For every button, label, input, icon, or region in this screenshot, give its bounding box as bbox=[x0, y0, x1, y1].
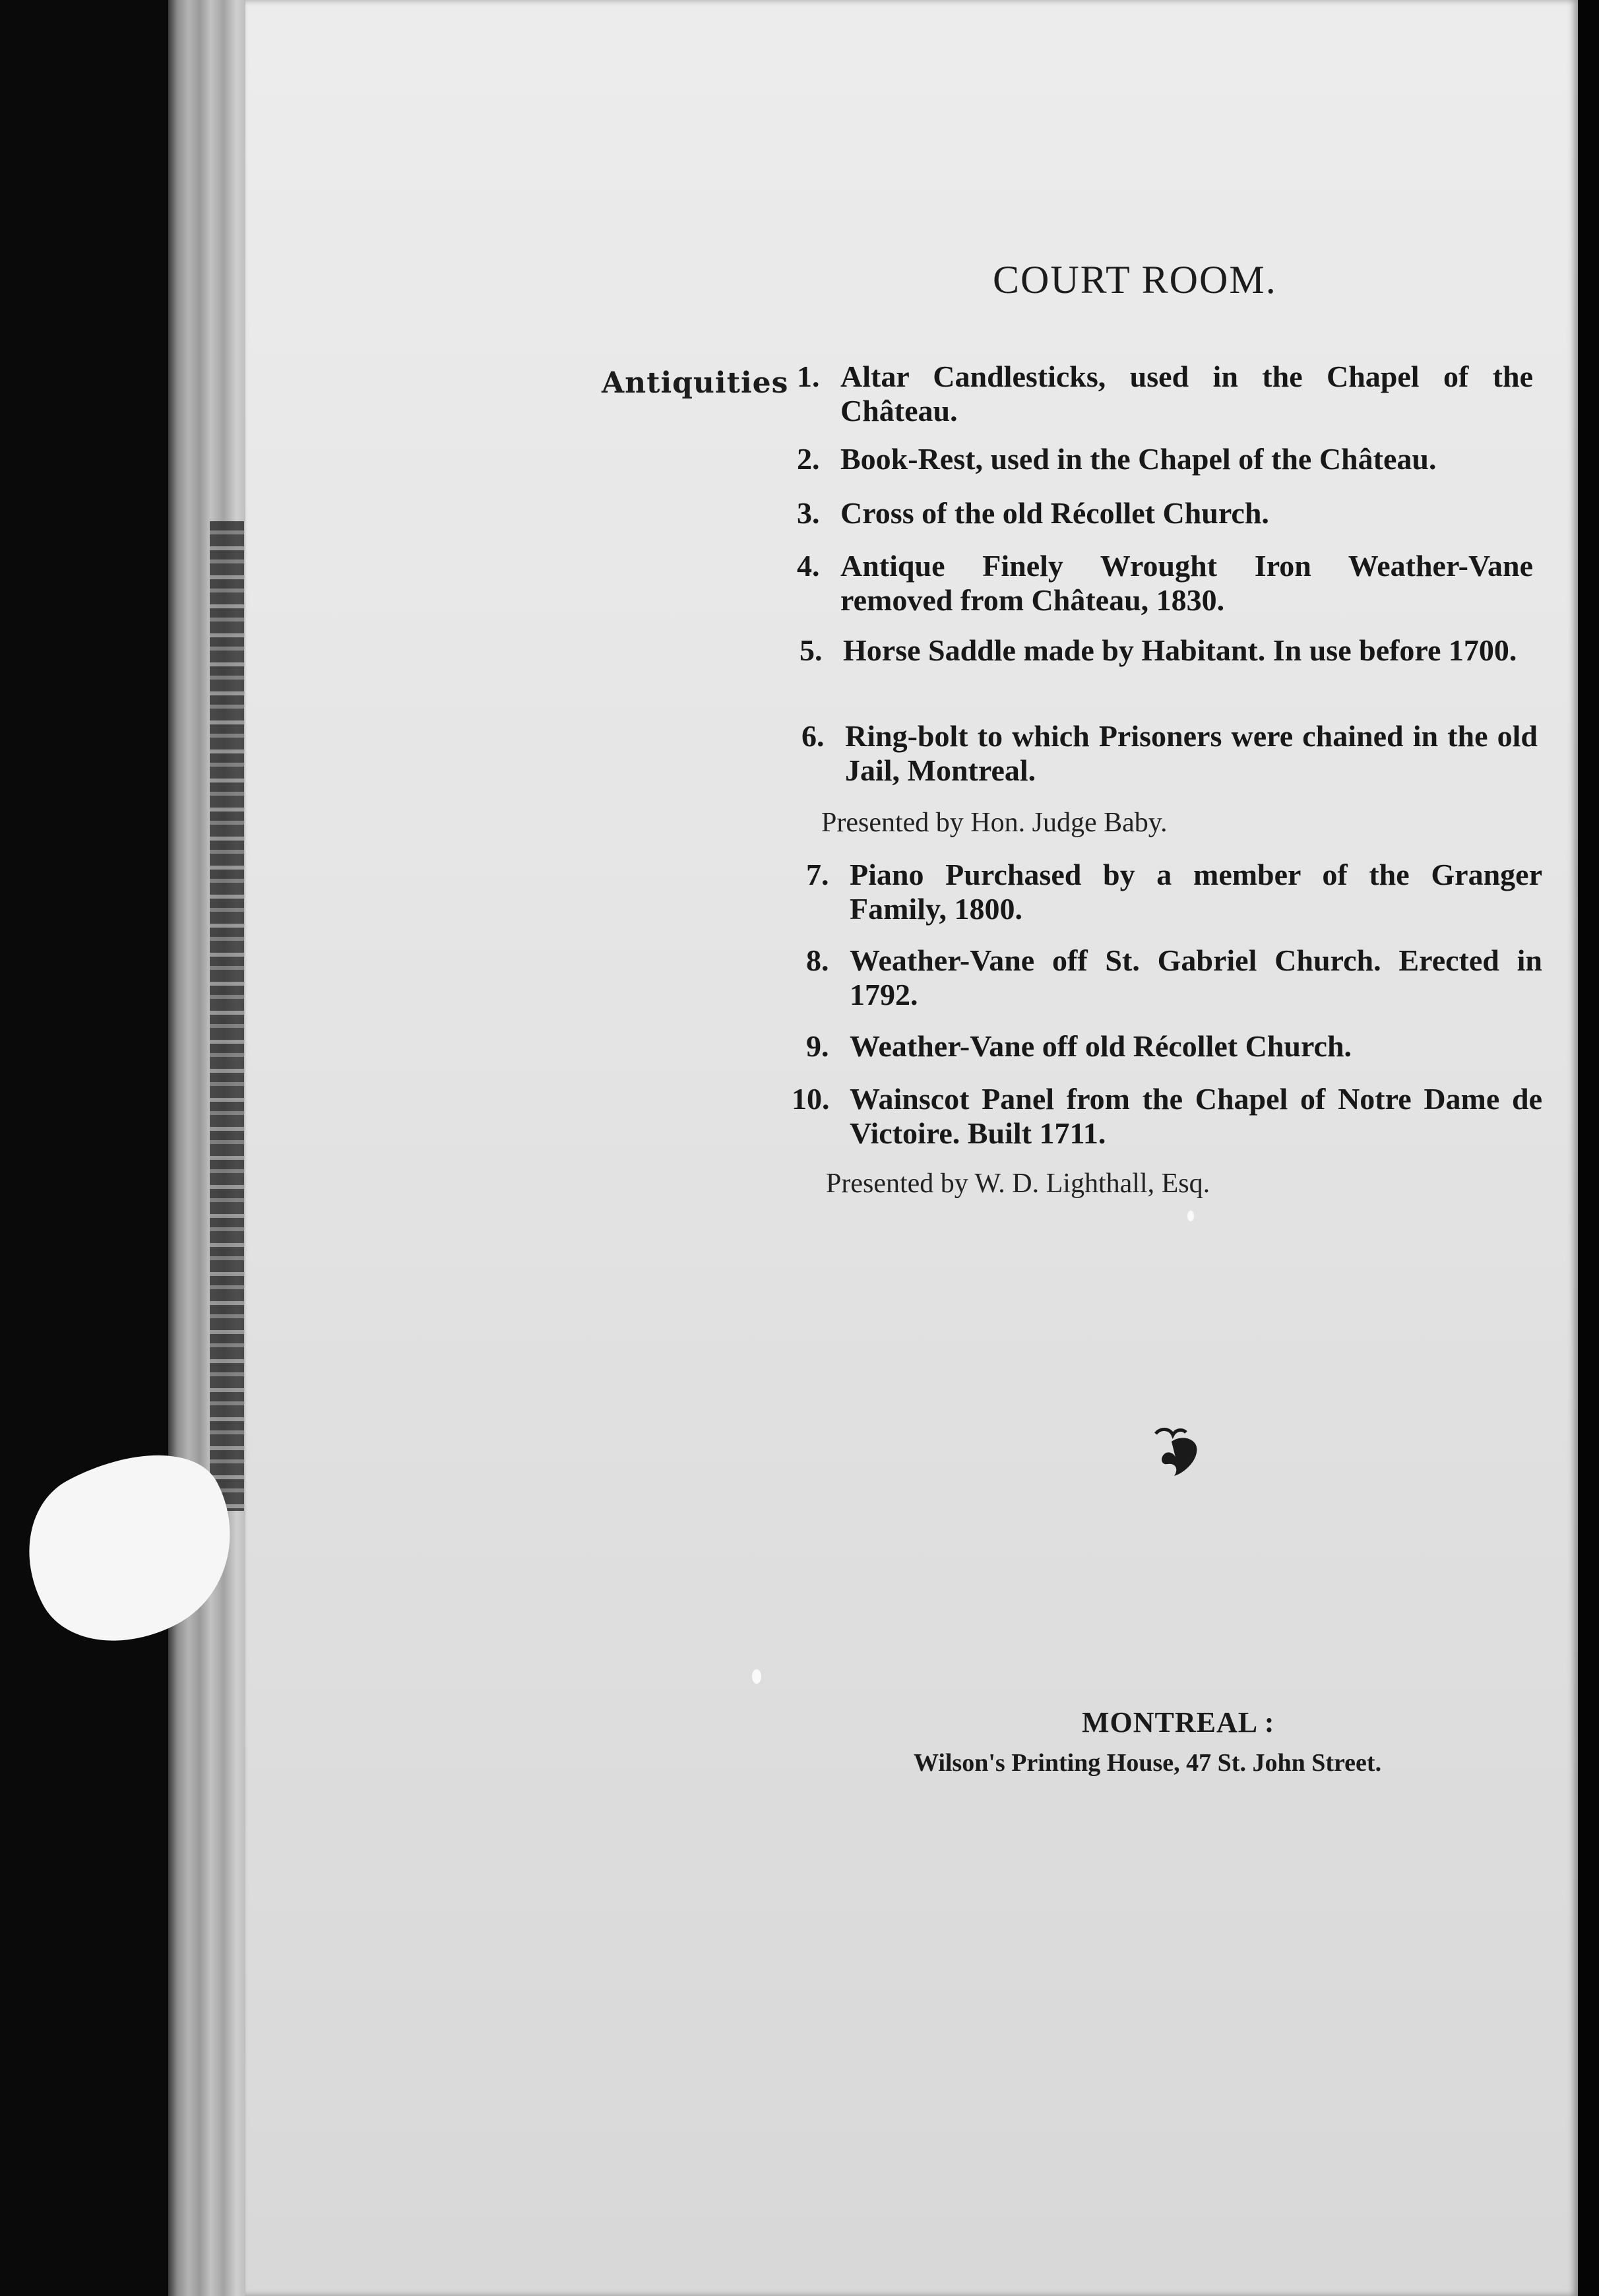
item-text: Horse Saddle made by Habitant. In use before 1700. bbox=[843, 633, 1517, 667]
list-item bbox=[806, 858, 1548, 926]
item-text: Wainscot Panel from the Chapel of Notre Dame de Victoire. Built 1711. bbox=[850, 1082, 1542, 1150]
margin-label: Antiquities bbox=[602, 366, 789, 400]
item-text: Piano Purchased by a member of the Granger Family, 1800. bbox=[850, 858, 1542, 926]
list-item bbox=[792, 1082, 1550, 1151]
item-number: 4. bbox=[797, 549, 820, 583]
page-title: COURT ROOM. bbox=[993, 258, 1277, 302]
list-item bbox=[806, 1029, 1548, 1064]
item-number: 3. bbox=[797, 496, 820, 530]
printers-ornament bbox=[1148, 1422, 1207, 1481]
item-number: 9. bbox=[806, 1029, 829, 1063]
item-text: Ring-bolt to which Prisoners were chained in the old Jail, Montreal. bbox=[845, 719, 1538, 787]
item-text: Antique Finely Wrought Iron Weather-Vane removed from Château, 1830. bbox=[840, 549, 1533, 617]
donor-credit: Presented by W. D. Lighthall, Esq. bbox=[826, 1168, 1210, 1199]
item-text: Weather-Vane off old Récollet Church. bbox=[850, 1029, 1352, 1063]
item-text: Cross of the old Récollet Church. bbox=[840, 496, 1269, 530]
item-number: 7. bbox=[806, 858, 829, 891]
imprint-city: MONTREAL : bbox=[1082, 1706, 1275, 1738]
item-text: Altar Candlesticks, used in the Chapel of the Château. bbox=[840, 360, 1533, 428]
item-number: 8. bbox=[806, 943, 829, 977]
paper-speck bbox=[1187, 1211, 1194, 1221]
item-number: 2. bbox=[797, 442, 820, 476]
list-item bbox=[797, 496, 1539, 530]
paper-speck bbox=[752, 1669, 761, 1684]
donor-credit: Presented by Hon. Judge Baby. bbox=[821, 808, 1168, 838]
spine-lettering bbox=[210, 521, 244, 1511]
item-number: 6. bbox=[801, 719, 825, 753]
item-text: Weather-Vane off St. Gabriel Church. Erected in 1792. bbox=[850, 943, 1542, 1011]
list-item bbox=[797, 360, 1539, 428]
right-shadow bbox=[1578, 0, 1599, 2296]
list-item bbox=[800, 633, 1542, 668]
list-item bbox=[806, 943, 1548, 1012]
item-number: 10. bbox=[792, 1082, 830, 1116]
item-number: 5. bbox=[800, 633, 823, 667]
item-number: 1. bbox=[797, 360, 820, 393]
item-text: Book-Rest, used in the Chapel of the Château. bbox=[840, 442, 1437, 476]
list-item bbox=[801, 719, 1544, 788]
imprint-printer: Wilson's Printing House, 47 St. John Street. bbox=[914, 1749, 1382, 1777]
list-item bbox=[797, 442, 1539, 476]
list-item bbox=[797, 549, 1539, 618]
